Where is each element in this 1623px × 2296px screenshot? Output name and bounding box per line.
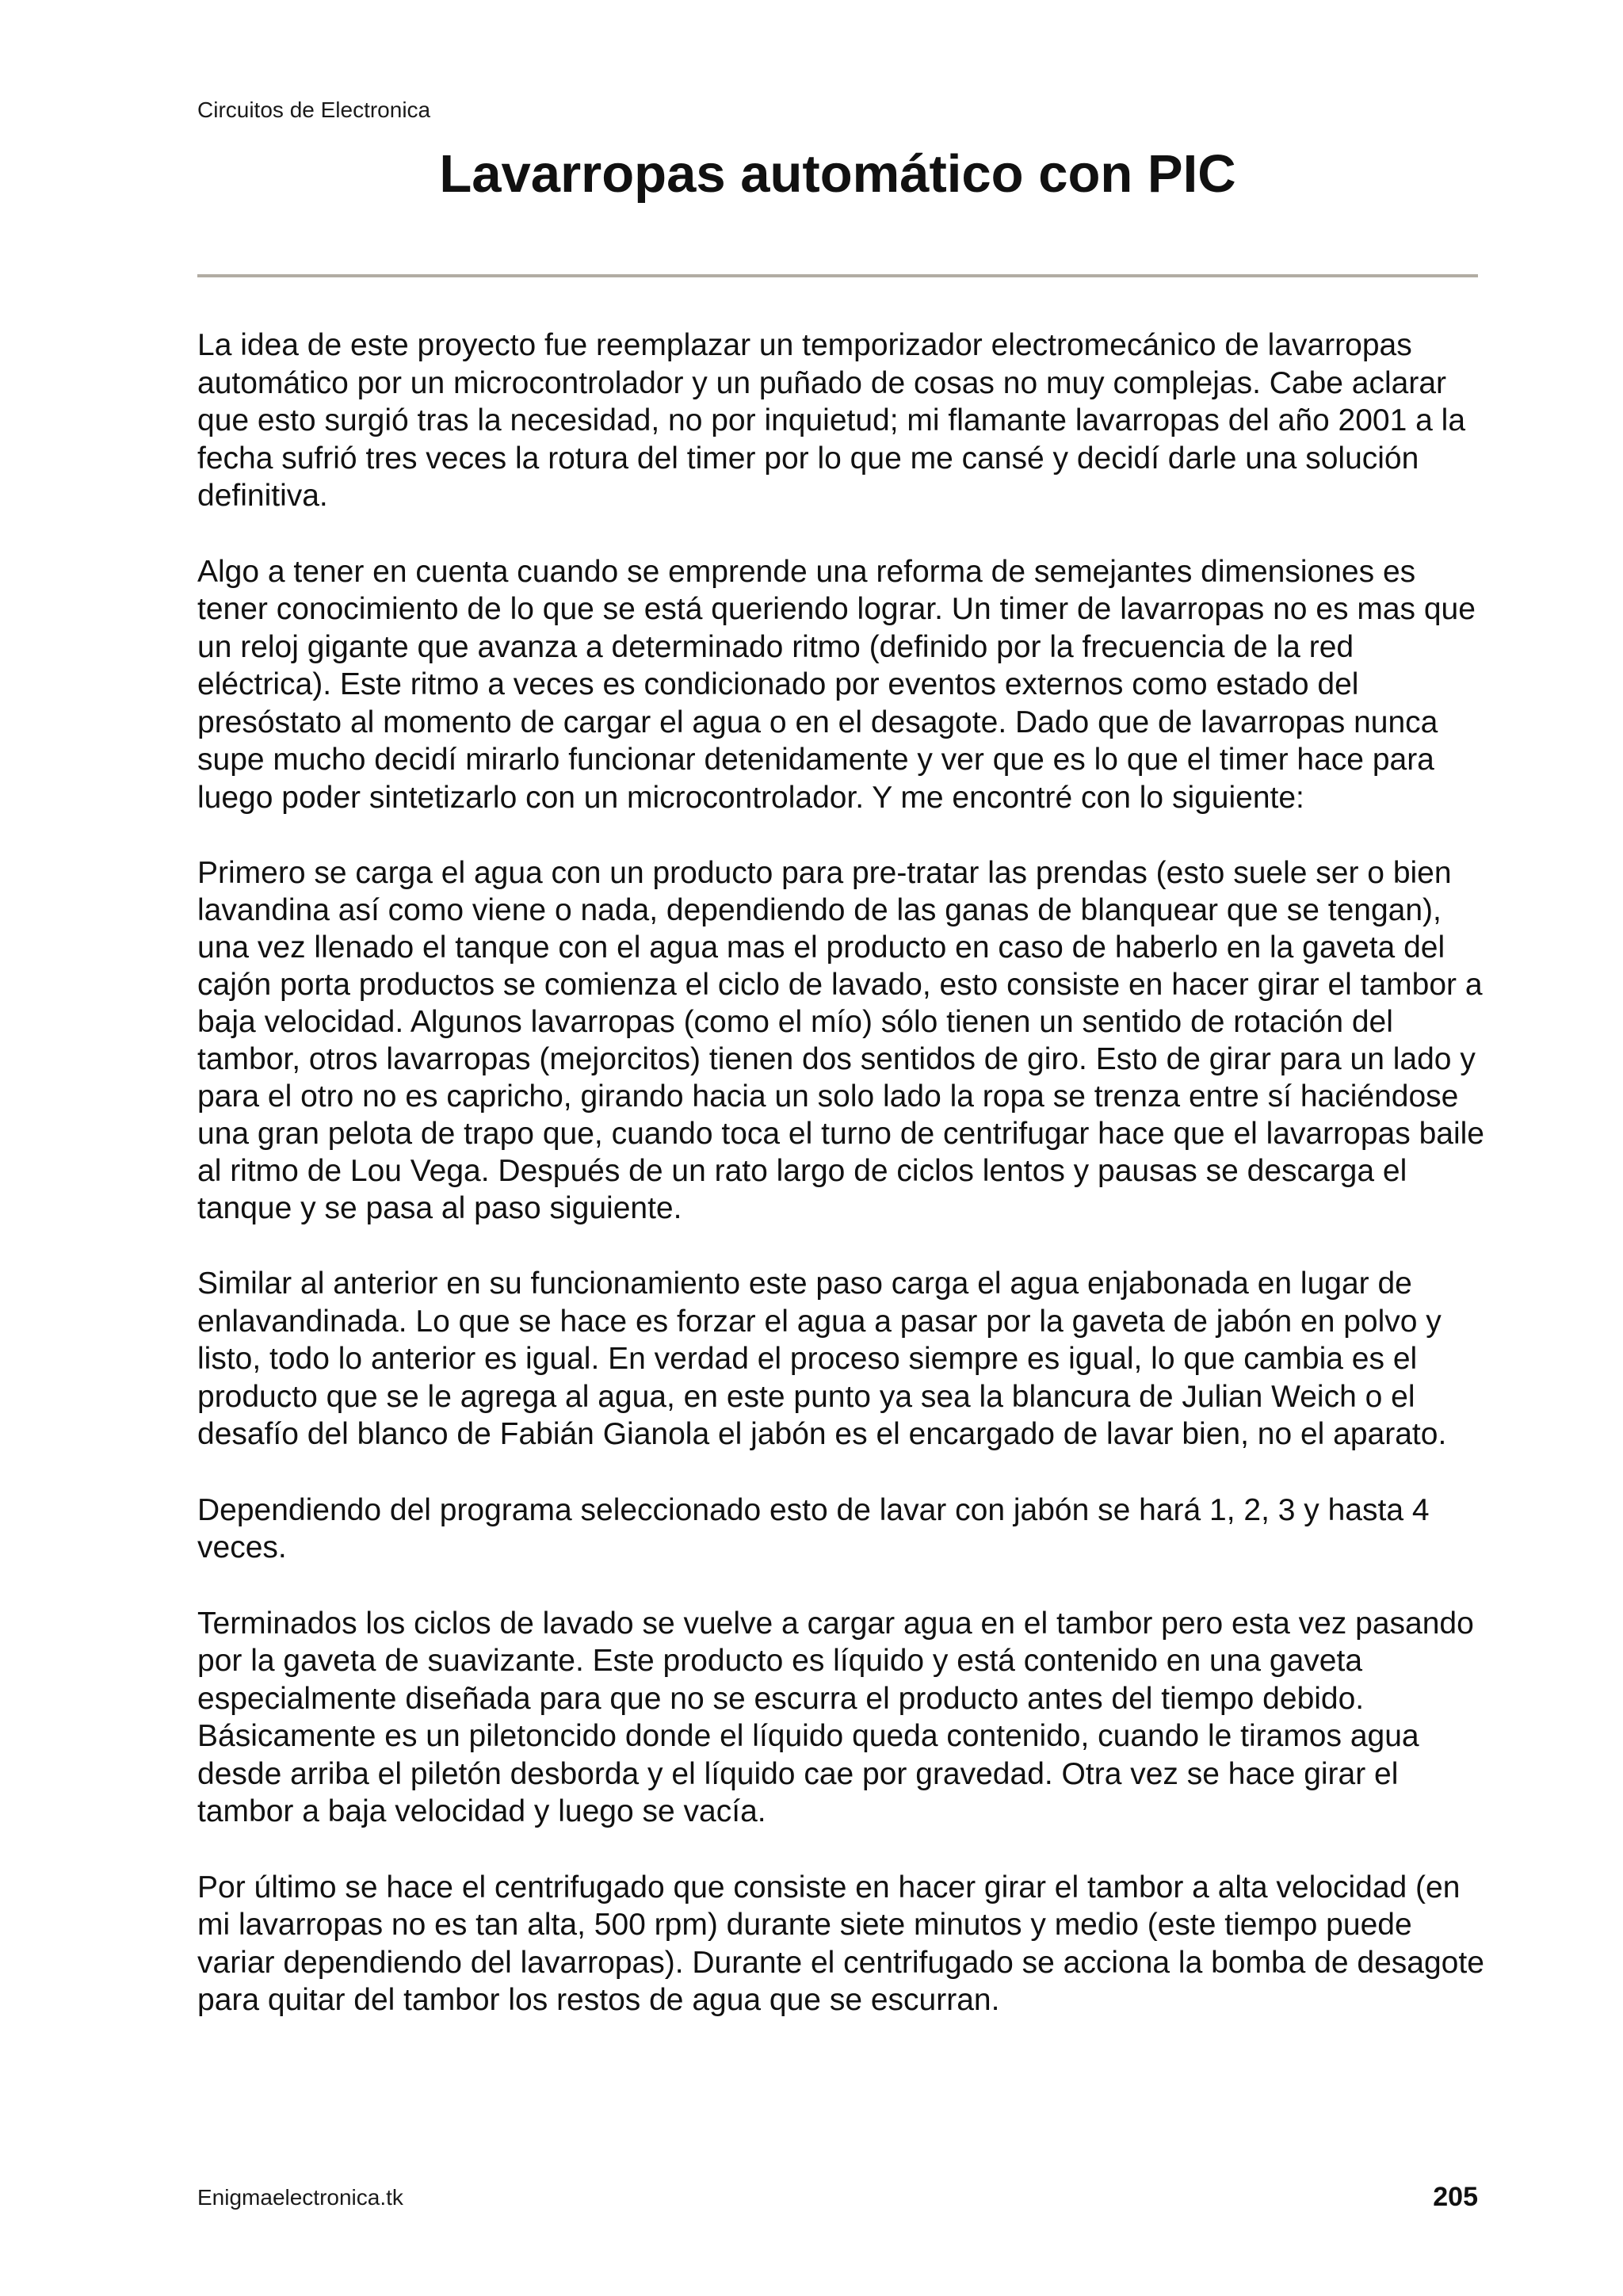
running-header: Circuitos de Electronica: [197, 97, 431, 122]
page-title: Lavarropas automático con PIC: [439, 144, 1236, 204]
paragraph-soap-wash: Similar al anterior en su funcionamiento este paso carga el agua enjabonada en lugar de enlavandinada. Lo que se hace es forzar el agua a pasar por la gaveta de jabón en polvo y listo, todo lo anterior es igual. En verdad el proceso siempre es igual, lo que cambia es el producto que se le agrega al agua, en este punto ya sea la blancura de Julian Weich o el desafío del blanco de Fabián Gianola el jabón es el encargado de lavar bien, no el aparato.: [197, 1266, 1447, 1451]
title-divider: [197, 274, 1478, 277]
footer-site: Enigmaelectronica.tk: [197, 2185, 403, 2210]
paragraph-softener: Terminados los ciclos de lavado se vuelve a cargar agua en el tambor pero esta vez pasando por la gaveta de suavizante. Este producto es líquido y está contenido en una gaveta especialmente diseñada para que no se escurra el producto antes del tiempo debido. Básicamente es un piletoncido donde el líquido queda contenido, cuando le tiramos agua desde arriba el piletón desborda y el líquido cae por gravedad. Otra vez se hace girar el tambor a baja velocidad y luego se vacía.: [197, 1606, 1474, 1828]
paragraph-timer-analysis: Algo a tener en cuenta cuando se emprende una reforma de semejantes dimensiones es tener conocimiento de lo que se está queriendo lograr. Un timer de lavarropas no es mas que un reloj gigante que avanza a determinado ritmo (definido por la frecuencia de la red eléctrica). Este ritmo a veces es condicionado por eventos externos como estado del presóstato al momento de cargar el agua o en el desagote. Dado que de lavarropas nunca supe mucho decidí mirarlo funcionar detenidamente y ver que es lo que el timer hace para luego poder sintetizarlo con un microcontrolador. Y me encontré con lo siguiente:: [197, 554, 1476, 815]
paragraph-wash-repetitions: Dependiendo del programa seleccionado esto de lavar con jabón se hará 1, 2, 3 y hasta 4 veces.: [197, 1492, 1430, 1564]
paragraph-pretreatment: Primero se carga el agua con un producto para pre-tratar las prendas (esto suele ser o bien lavandina así como viene o nada, dependiendo de las ganas de blanquear que se tengan), una vez llenado el tanque con el agua mas el producto en caso de haberlo en la gaveta del cajón porta productos se comienza el ciclo de lavado, esto consiste en hacer girar el tambor a baja velocidad. Algunos lavarropas (como el mío) sólo tienen un sentido de rotación del tambor, otros lavarropas (mejorcitos) tienen dos sentidos de giro. Esto de girar para un lado y para el otro no es capricho, girando hacia un solo lado la ropa se trenza entre sí haciéndose una gran pelota de trapo que, cuando toca el turno de centrifugar hace que el lavarropas baile al ritmo de Lou Vega. Después de un rato largo de ciclos lentos y pausas se descarga el tanque y se pasa al paso siguiente.: [197, 856, 1484, 1225]
page-number: 205: [1433, 2182, 1478, 2212]
paragraph-spin-cycle: Por último se hace el centrifugado que consiste en hacer girar el tambor a alta velocidad (en mi lavarropas no es tan alta, 500 rpm) durante siete minutos y medio (este tiempo puede variar dependiendo del lavarropas). Durante el centrifugado se acciona la bomba de desagote para quitar del tambor los restos de agua que se escurran.: [197, 1870, 1484, 2017]
paragraph-intro: La idea de este proyecto fue reemplazar un temporizador electromecánico de lavarropas automático por un microcontrolador y un puñado de cosas no muy complejas. Cabe aclarar que esto surgió tras la necesidad, no por inquietud; mi flamante lavarropas del año 2001 a la fecha sufrió tres veces la rotura del timer por lo que me cansé y decidí darle una solución definitiva.: [197, 328, 1466, 513]
article-body: [197, 327, 1485, 2057]
